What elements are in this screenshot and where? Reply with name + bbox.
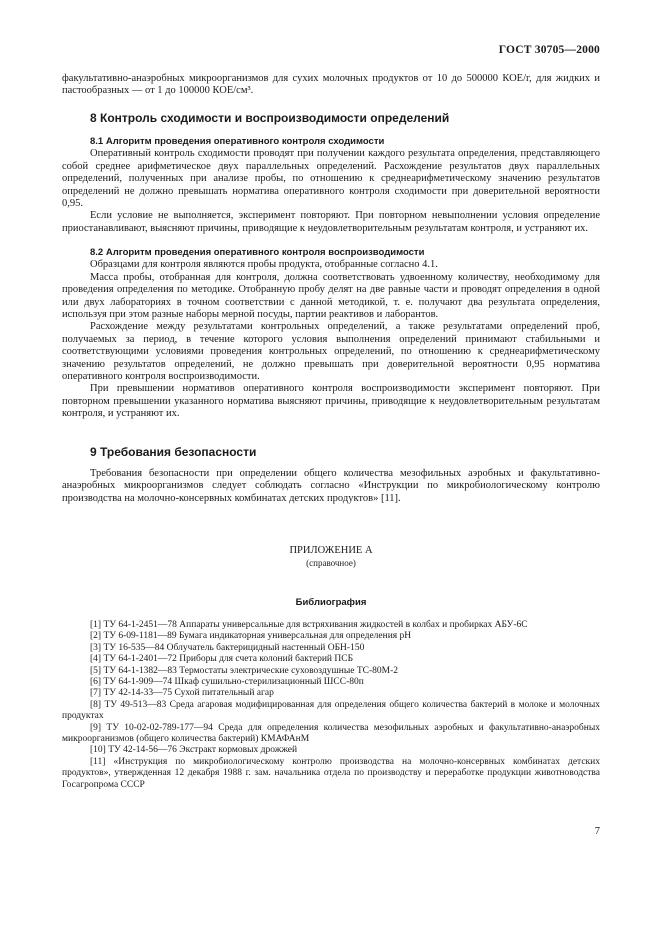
section-8-title: 8 Контроль сходимости и воспроизводимости определений: [90, 111, 450, 125]
bibliography-item-2: [2] ТУ 6-09-1181—89 Бумага индикаторная универсальная для определения pH: [90, 631, 412, 642]
bibliography-item-4: [4] ТУ 64-1-2401—72 Приборы для счета колоний бактерий ПСБ: [90, 654, 354, 665]
intro-paragraph: [62, 73, 600, 98]
bibliography-item-9: [9] ТУ 10-02-02-789-177—94 Среда для определения количества мезофильных аэробных и факультативно-анаэробных микроорганизмов (общего количества бактерий) КМАФАнМ: [62, 722, 600, 745]
paragraph-8-1-1: Оперативный контроль сходимости проводят при получении каждого результата определения, представляющего собой среднее арифметическое двух параллельных определений. Расхождение результатов двух параллельных определений, полученных при анализе пробы, по отношению к среднеарифметическому значению результатов определений не должно превышать норматива оперативного контроля сходимости при доверительной вероятности 0,95.: [62, 148, 600, 210]
appendix-subtitle: (справочное): [306, 558, 356, 568]
bibliography-item-5: [5] ТУ 64-1-1382—83 Термостаты электрические суховоздушные ТС-80М-2: [90, 665, 398, 676]
paragraph-8-2-4: При превышении нормативов оперативного контроля воспроизводимости эксперимент повторяют. При повторном превышении указанного норматива выясняют причины, приводящие к неудовлетворительным результатам контроля, и устраняют их.: [62, 383, 600, 420]
bibliography-title: Библиография: [295, 597, 367, 608]
section-8-2: [62, 247, 600, 421]
paragraph-8-2-1: Образцами для контроля являются пробы продукта, отобранные согласно 4.1.: [90, 259, 438, 271]
bibliography-item-6: [6] ТУ 64-1-909—74 Шкаф сушильно-стерилизационный ШСС-80п: [90, 677, 364, 688]
bibliography-item-1: [1] ТУ 64-1-2451—78 Аппараты универсальные для встряхивания жидкостей в колбах и пробирках АБУ-6С: [90, 620, 528, 630]
paragraph-8-1-2: Если условие не выполняется, эксперимент повторяют. При повторном невыполнении условия определение приостанавливают, выясняют причины, приводящие к неудовлетворительным результатам контроля, и устраняют их.: [62, 210, 600, 234]
bibliography-list: [62, 620, 600, 791]
section-9-title: 9 Требования безопасности: [90, 445, 257, 459]
intro-text: факультативно-анаэробных микроорганизмов для сухих молочных продуктов от 10 до 500000 КОЕ/г, для жидких и пастообразных — от 1 до 100000 КОЕ/см³.: [62, 73, 600, 97]
paragraph-8-2-2: Масса пробы, отобранная для контроля, должна соответствовать удвоенному количеству, необходимому для проведения определения по методике. Отобранную пробу делят на две равные части и проводят определения в одной или двух лабораториях в точном соответствии с данной методикой, т. е. получают два результата определения, используя при этом разные наборы мерной посуды, партии реактивов и лаборантов.: [62, 271, 600, 321]
bibliography-item-3: [3] ТУ 16-535—84 Облучатель бактерицидный настенный ОБН-150: [90, 642, 365, 653]
bibliography-item-8: [8] ТУ 49-513—83 Среда агаровая модифицированная для определения общего количества бактерий в молоке и молочных продуктах: [62, 699, 600, 722]
paragraph-8-2-3: Расхождение между результатами контрольных определений, а также результатами определений проб, получаемых за период, в течение которого условия выполнения определений принимают стабильными и соответствующими условиями проведения контрольных определений, по отношению к среднеарифметическому значению результатов определений, не должно превышать при доверительной вероятности 0,95 норматива оперативного контроля воспроизводимости.: [62, 321, 600, 383]
document-code-header: ГОСТ 30705—2000: [498, 44, 600, 56]
bibliography-item-11: [11] «Инструкция по микробиологическому контролю производства на молочно-консервных комбинатах детских продуктов», утвержденная 12 декабря 1988 г. зам. начальника отдела по производству и переработке продукции животноводства Госагропрома СССР: [62, 756, 600, 790]
section-8-1: [62, 136, 600, 235]
subsection-8-1-title: 8.1 Алгоритм проведения оперативного контроля сходимости: [90, 136, 385, 147]
bibliography-item-7: [7] ТУ 42-14-33—75 Сухой питательный агар: [90, 688, 274, 699]
subsection-8-2-title: 8.2 Алгоритм проведения оперативного контроля воспроизводимости: [90, 247, 425, 258]
bibliography-item-10: [10] ТУ 42-14-56—76 Экстракт кормовых дрожжей: [90, 745, 298, 756]
page-number: 7: [594, 826, 600, 837]
appendix-title: ПРИЛОЖЕНИЕ А: [289, 545, 373, 556]
paragraph-9-1: Требования безопасности при определении общего количества мезофильных аэробных и факультативно-анаэробных микроорганизмов следует соблюдать согласно «Инструкции по микробиологическому контролю производства на молочно-консервных комбинатах детских продуктов» [11].: [62, 468, 600, 504]
section-9: [62, 468, 600, 505]
